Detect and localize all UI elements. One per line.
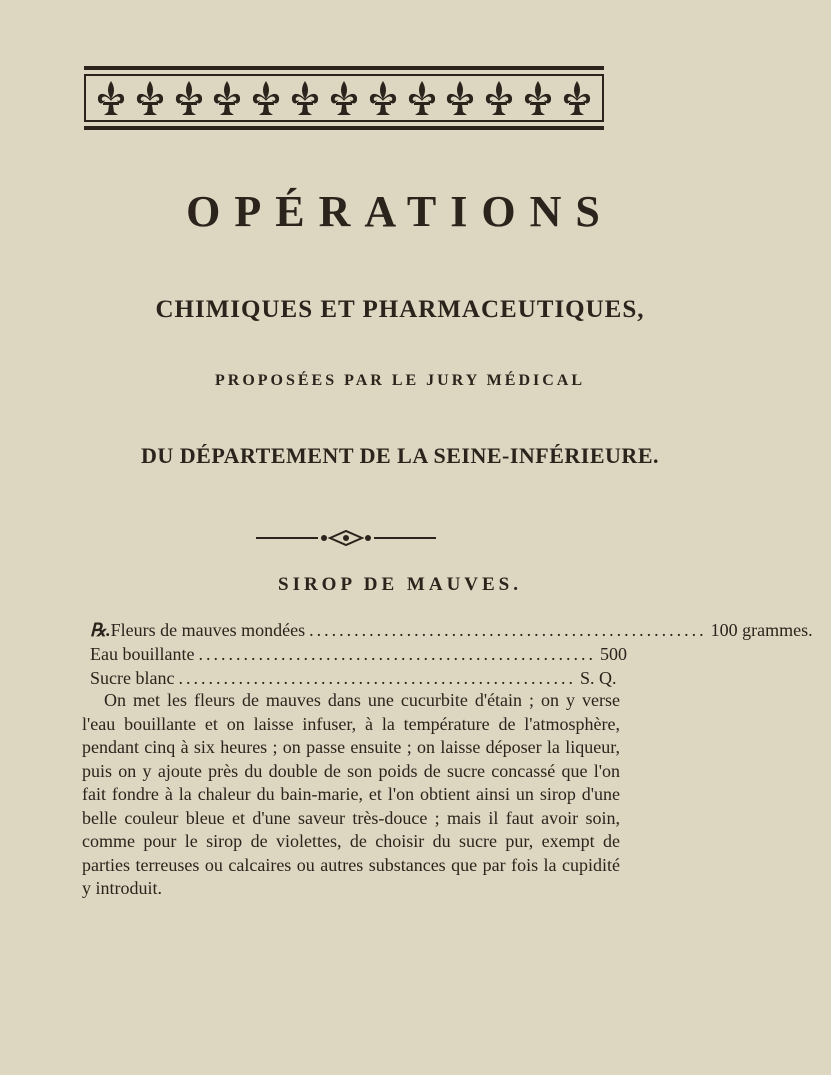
fleur-de-lis-icon (172, 79, 206, 117)
proposed-by-line: PROPOSÉES PAR LE JURY MÉDICAL (214, 372, 585, 389)
fleur-de-lis-icon (405, 79, 439, 117)
fleur-de-lis-icon (560, 79, 594, 117)
leader-dots: ..................................................... (198, 644, 596, 664)
ornamental-divider (256, 528, 436, 548)
fleur-de-lis-icon (521, 79, 555, 117)
fleur-de-lis-icon (482, 79, 516, 117)
fleur-de-lis-icon (288, 79, 322, 117)
recipe-list (90, 618, 813, 690)
fleur-de-lis-row (94, 78, 594, 118)
ingredient-quantity: S. Q. (579, 668, 617, 688)
ingredient-quantity: 500 (599, 644, 627, 664)
department-line: DU DÉPARTEMENT DE LA SEINE-INFÉRIEURE. (141, 443, 659, 468)
page-subtitle: CHIMIQUES ET PHARMACEUTIQUES, (155, 296, 645, 323)
recipe-row (90, 666, 630, 690)
body-paragraph: On met les fleurs de mauves dans une cucurbite d'étain ; on y verse l'eau bouillante et on laisse infuser, à la température de l'atmosphère, pendant cinq à six heures ; on passe ensuite ; on laisse déposer la liqueur, puis on y ajoute près du double de son poids de sucre concassé que l'on fait fondre à la chaleur du bain-marie, et l'on obtient ainsi un sirop d'une belle couleur bleue et d'une saveur très-douce ; mais il faut avoir soin, comme pour le sirop de violettes, de choisir du sucre pur, exempt de parties terreuses ou calcaires ou autres substances que par fois la cupidité y introduit. (82, 690, 620, 898)
leader-dots: ..................................................... (309, 620, 707, 640)
recipe-row (90, 642, 630, 666)
page-title: OPÉRATIONS (186, 187, 614, 236)
recipe-row (90, 618, 813, 642)
leader-dots: ..................................................... (178, 668, 576, 688)
recipe-symbol: ℞. (90, 620, 111, 640)
fleur-de-lis-icon (249, 79, 283, 117)
ingredient-name: Eau bouillante (90, 644, 195, 664)
fleur-de-lis-icon (210, 79, 244, 117)
ingredient-quantity: 100 grammes. (710, 620, 813, 640)
fleur-de-lis-icon (133, 79, 167, 117)
fleur-de-lis-icon (366, 79, 400, 117)
fleur-de-lis-icon (443, 79, 477, 117)
ingredient-name: Fleurs de mauves mondées (110, 620, 306, 640)
ornamental-border (84, 66, 604, 130)
fleur-de-lis-icon (327, 79, 361, 117)
fleur-de-lis-icon (94, 79, 128, 117)
ingredient-name: Sucre blanc (90, 668, 175, 688)
section-title: SIROP DE MAUVES. (278, 574, 522, 595)
